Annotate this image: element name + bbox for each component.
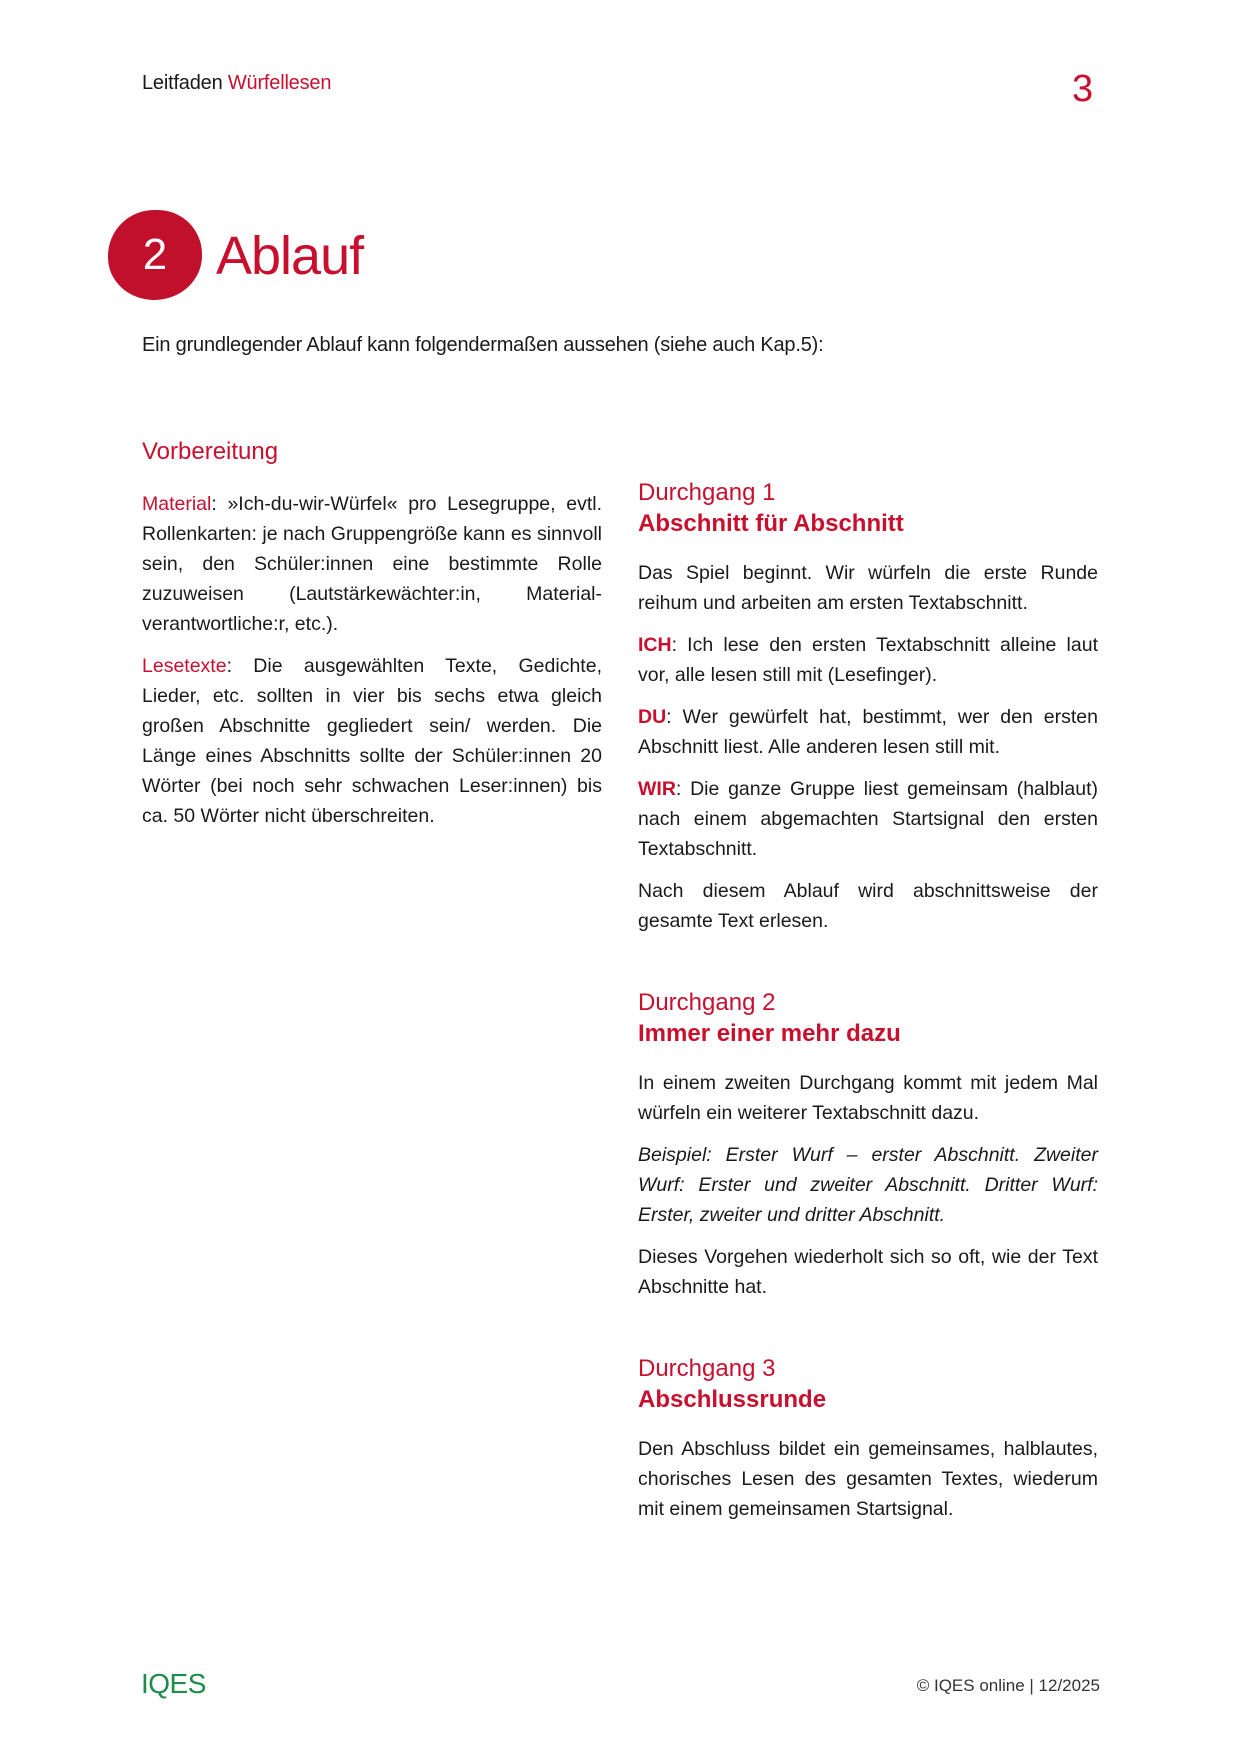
durchgang-2-title: Immer einer mehr dazu [638,1020,901,1047]
section-spacer [638,948,1098,988]
durchgang-2-intro: In einem zweiten Durchgang kommt mit jedem Mal würfeln ein weiterer Textabschnitt dazu. [638,1072,1098,1124]
durchgang-2-section [638,988,1098,1302]
material-text: : »Ich-du-wir-Würfel« pro Lesegruppe, evtl. Rollenkarten: je nach Gruppengröße kann es sinnvoll sein, den Schüler:innen eine bestimmte Rolle zuzuweisen (Lautstärkewächter:in, Materialverantwortliche:r, etc.). [142,493,602,635]
durchgang-1-section [638,478,1098,936]
page-number: 3 [1072,68,1094,110]
lesetexte-paragraph [142,651,602,831]
footer-copyright: © IQES online | 12/2025 [916,1676,1100,1695]
durchgang-3-text: Den Abschluss bildet ein gemeinsames, halblautes, chorisches Lesen des gesamten Textes, wiederum mit einem gemeinsamen Startsignal. [638,1438,1098,1520]
role-wir-paragraph [638,774,1098,864]
vorbereitung-heading: Vorbereitung [142,438,279,465]
durchgang-2-outro: Dieses Vorgehen wiederholt sich so oft, wie der Text Abschnitte hat. [638,1246,1098,1298]
section-spacer [638,1314,1098,1354]
role-du-label: DU [638,706,667,728]
material-label: Material [142,493,212,515]
durchgang-2-label: Durchgang 2 [638,989,776,1016]
role-du-paragraph [638,702,1098,762]
role-wir-label: WIR [638,778,676,800]
header-title-prefix: Leitfaden [142,72,223,94]
chapter-number-badge [108,210,202,300]
durchgang-1-outro: Nach diesem Ablauf wird abschnittsweise der gesamte Text erlesen. [638,880,1098,932]
durchgang-3-title: Abschlussrunde [638,1386,827,1413]
durchgang-3-section [638,1354,1098,1524]
chapter-number: 2 [142,230,168,279]
role-ich-label: ICH [638,634,672,656]
role-ich-paragraph [638,630,1098,690]
running-header [142,72,331,95]
durchgang-3-label: Durchgang 3 [638,1355,776,1382]
durchgang-1-title: Abschnitt für Abschnitt [638,510,904,537]
durchgang-1-intro: Das Spiel beginnt. Wir würfeln die erste Runde reihum und arbeiten am ersten Textabschnitt. [638,562,1098,614]
durchgang-2-example: Beispiel: Erster Wurf – erster Abschnitt. Zweiter Wurf: Erster und zweiter Abschnitt. Dritter Wurf: Erster, zweiter und dritter Abschnitt. [638,1144,1098,1226]
material-paragraph [142,489,602,639]
vorbereitung-section [142,437,602,843]
chapter-title: Ablauf [216,226,364,286]
role-wir-text: : Die ganze Gruppe liest gemeinsam (halblaut) nach einem abgemachten Startsignal den ersten Textabschnitt. [638,778,1098,860]
chapter-intro: Ein grundlegender Ablauf kann folgendermaßen aussehen (siehe auch Kap.5): [142,334,824,356]
role-ich-text: : Ich lese den ersten Textabschnitt alleine laut vor, alle lesen still mit (Lesefinger). [638,634,1098,686]
header-title-highlight: Würfellesen [227,72,332,94]
iqes-logo: IQES [141,1668,206,1699]
durchgang-1-label: Durchgang 1 [638,479,776,506]
lesetexte-text: : Die ausgewählten Texte, Gedichte, Lieder, etc. sollten in vier bis sechs etwa gleich großen Abschnitte gegliedert sein/ werden. Die Länge eines Abschnitts sollte der Schüler:innen 20 Wörter (bei noch sehr schwachen Leser:innen) bis ca. 50 Wörter nicht überschreiten. [142,655,602,827]
durchgaenge-column [638,478,1098,1536]
role-du-text: : Wer gewürfelt hat, bestimmt, wer den ersten Abschnitt liest. Alle anderen lesen still mit. [638,706,1098,758]
lesetexte-label: Lesetexte [142,655,227,677]
